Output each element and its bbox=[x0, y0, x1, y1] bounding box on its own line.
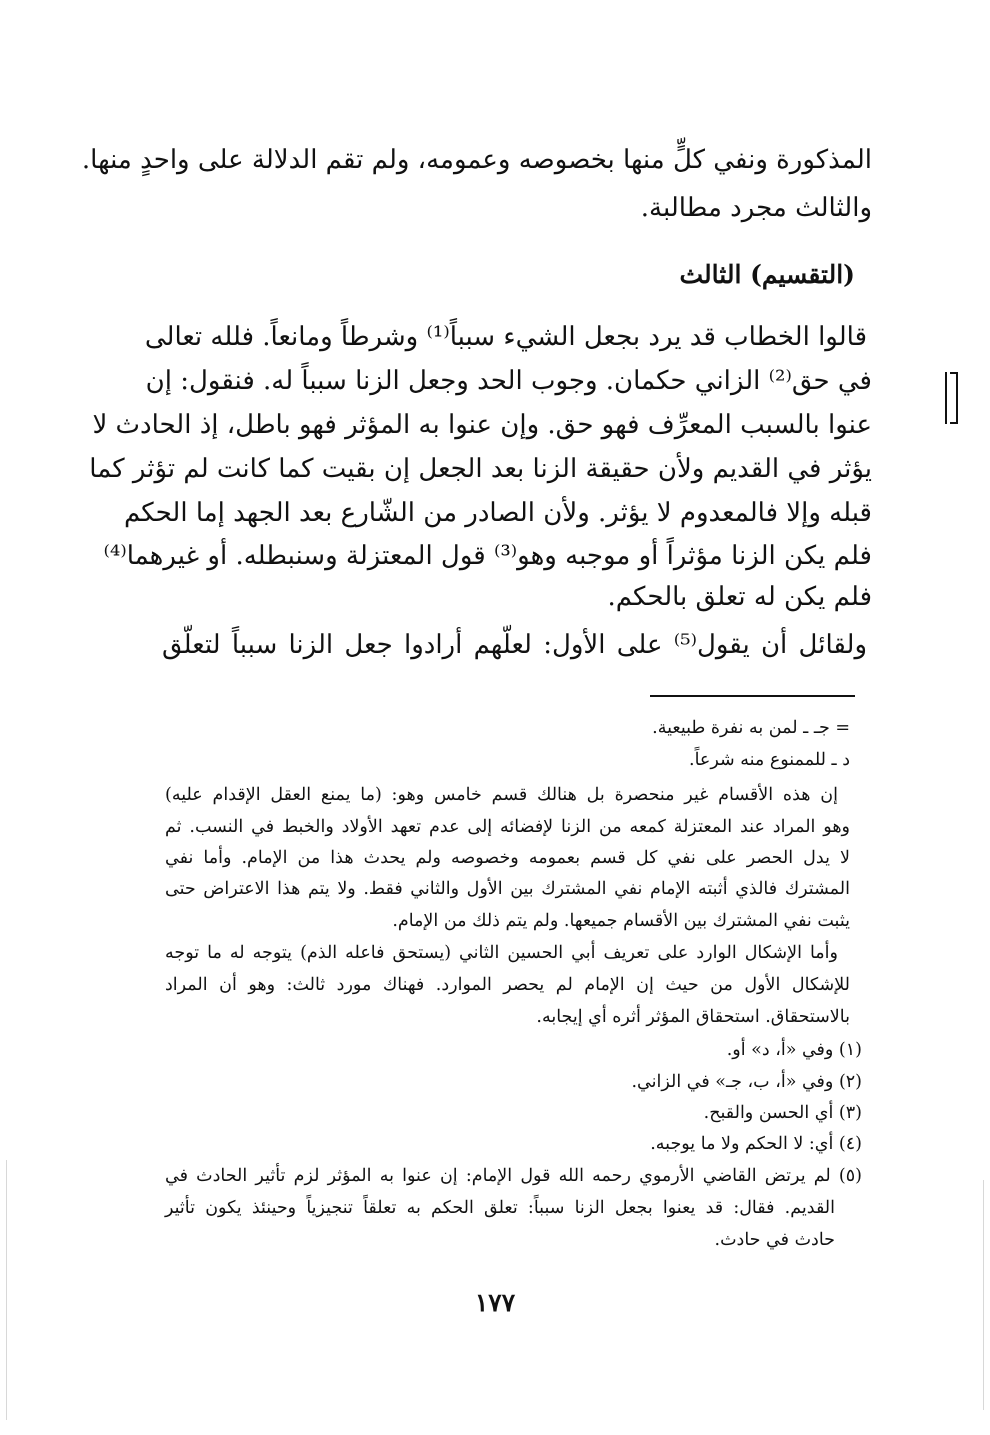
footnote-item: (٣) أي الحسن والقبح. bbox=[703, 1103, 862, 1123]
body-line: فلم يكن له تعلق بالحكم. bbox=[607, 582, 872, 612]
body-line: عنوا بالسبب المعرِّف فهو حق. وإن عنوا به المؤثر فهو باطل، إذ الحادث لا bbox=[92, 410, 872, 440]
footnote-line: وأما الإشكال الوارد على تعريف أبي الحسين الثاني (يستحق فاعله الذم) يتوجه له ما توجه bbox=[165, 943, 838, 963]
body-line: في حق⁽²⁾ الزاني حكمان. وجوب الحد وجعل الزنا سبباً له. فنقول: إن bbox=[145, 366, 872, 396]
footnote-item: (٤) أي: لا الحكم ولا ما يوجبه. bbox=[650, 1134, 862, 1154]
body-line: المذكورة ونفي كلٍّ منها بخصوصه وعمومه، ولم تقم الدلالة على واحدٍ منها. bbox=[81, 145, 872, 175]
body-line: والثالث مجرد مطالبة. bbox=[640, 193, 872, 223]
margin-bracket-mark bbox=[945, 372, 947, 424]
footnote-separator bbox=[650, 695, 855, 697]
margin-bracket-mark bbox=[950, 372, 958, 424]
body-line: ولقائل أن يقول⁽⁵⁾ على الأول: لعلّهم أرادوا جعل الزنا سبباً لتعلّق bbox=[162, 630, 867, 660]
footnote-line: يثبت نفي المشترك بين الأقسام جميعها. ولم يتم ذلك من الإمام. bbox=[392, 911, 850, 931]
body-line: قالوا الخطاب قد يرد بجعل الشيء سبباً⁽¹⁾ وشرطاً ومانعاً. فلله تعالى bbox=[144, 322, 867, 352]
footnote-line: إن هذه الأقسام غير منحصرة بل هنالك قسم خامس وهو: (ما يمنع العقل الإقدام عليه) bbox=[165, 785, 838, 805]
footnote-item: (٥) لم يرتض القاضي الأرموي رحمه الله قول الإمام: إن عنوا به المؤثر لزم تأثير الحادث في bbox=[165, 1166, 862, 1186]
footnote-line: بالاستحقاق. استحقاق المؤثر أثره أي إيجابه. bbox=[536, 1007, 850, 1027]
footnote-item: (٢) وفي «أ، ب، جـ» في الزاني. bbox=[631, 1072, 862, 1092]
footnote-item: (١) وفي «أ، د» أو. bbox=[726, 1040, 862, 1060]
footnote-line: المشترك فالذي أثبته الإمام نفي المشترك بين الأول والثاني فقط. ولا يتم هذا الاعتراض حتى bbox=[165, 879, 850, 899]
body-line: قبله وإلا فالمعدوم لا يؤثر. ولأن الصادر من الشّارع بعد الجهد إما الحكم bbox=[123, 498, 872, 528]
footnote-line: = جـ ـ لمن به نفرة طبيعية. bbox=[652, 718, 850, 738]
section-heading: (التقسيم) الثالث bbox=[679, 260, 855, 289]
body-line: يؤثر في القديم ولأن حقيقة الزنا بعد الجعل إن بقيت كما كانت لم تؤثر كما bbox=[89, 454, 872, 484]
footnote-line: وهو المراد عند المعتزلة كمعه من الزنا لإفضائه إلى عدم تعهد الأولاد والخبط في النسب. ثم bbox=[165, 817, 850, 837]
footnote-line: القديم. فقال: قد يعنوا بجعل الزنا سبباً: تعلق الحكم به تعلقاً تنجيزياً وحينئذ يكون تأثير bbox=[165, 1198, 835, 1218]
page-number: ١٧٧ bbox=[474, 1288, 516, 1317]
footnote-line: د ـ للممنوع منه شرعاً. bbox=[689, 750, 850, 770]
footnote-line: لا يدل الحصر على نفي كل قسم بعمومه وخصوصه ولم يحدث هذا من الإمام. وأما نفي bbox=[165, 848, 850, 868]
body-line: فلم يكن الزنا مؤثراً أو موجبه وهو⁽³⁾ قول المعتزلة وسنبطله. أو غيرهما⁽⁴⁾ bbox=[103, 541, 872, 571]
footnote-line: حادث في حادث. bbox=[714, 1230, 835, 1250]
footnote-line: للإشكال الأول من حيث إن الإمام لم يحصر الموارد. فهناك مورد ثالث: وهو أن المراد bbox=[165, 975, 850, 995]
